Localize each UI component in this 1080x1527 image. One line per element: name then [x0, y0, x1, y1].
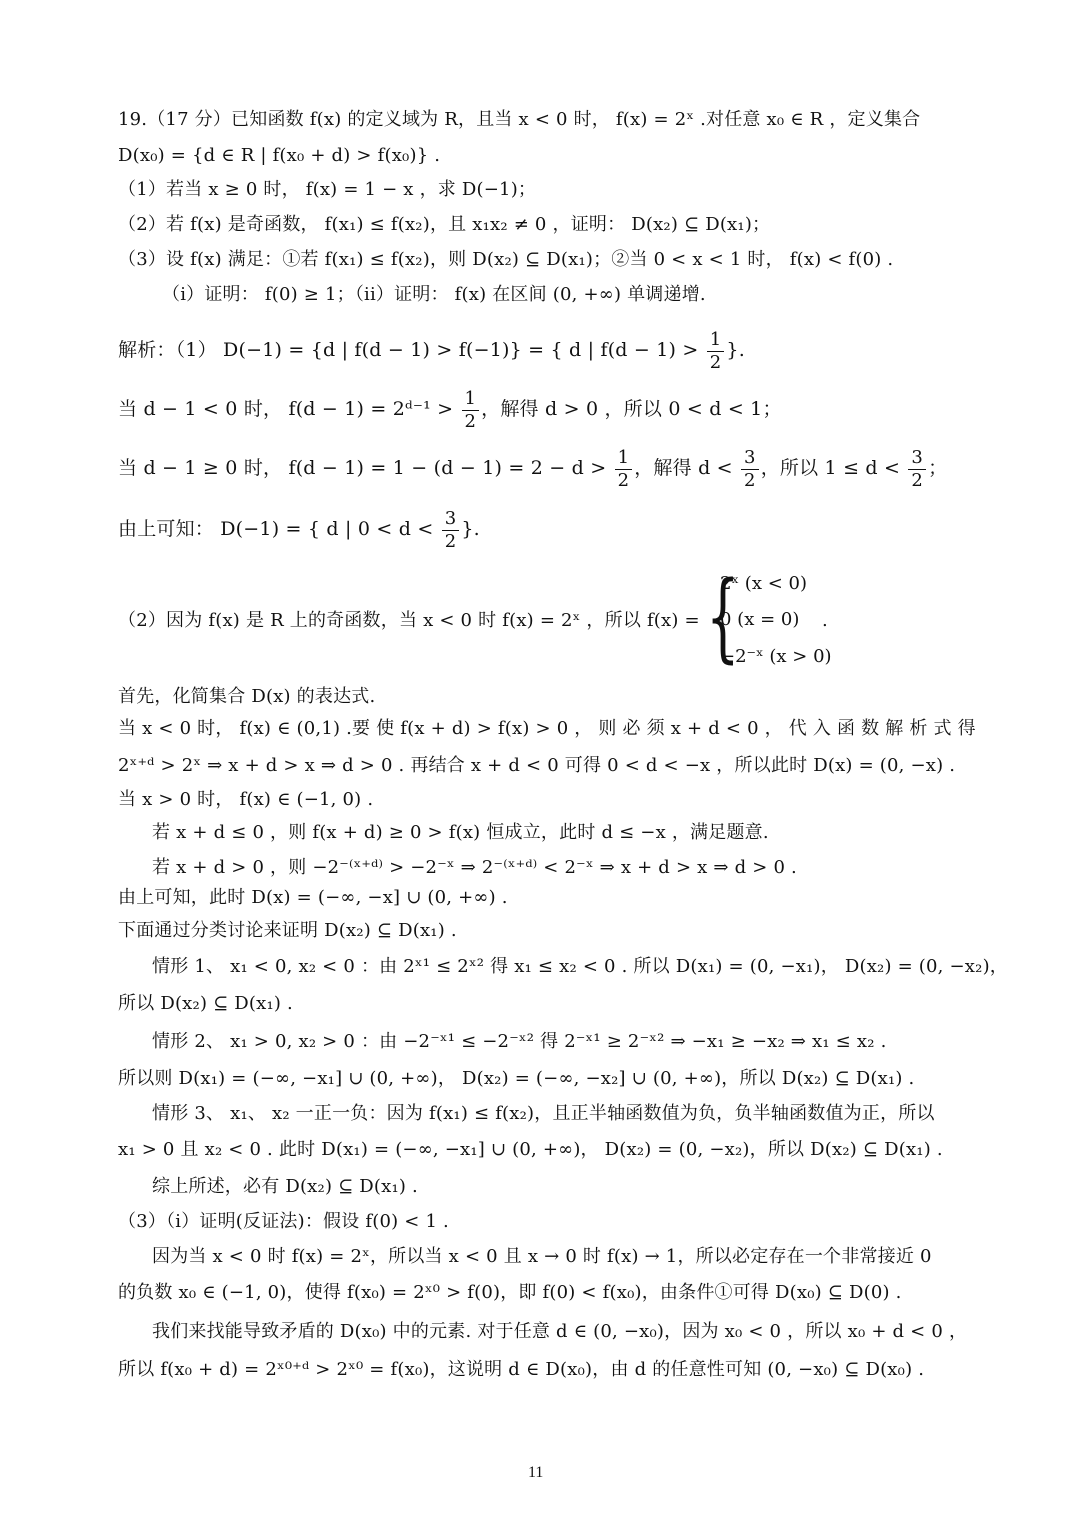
problem-line-2: D(x₀) = {d ∈ R | f(x₀ + d) > f(x₀)} .	[118, 145, 441, 166]
solution-line: 所以 D(x₂) ⊆ D(x₁) .	[118, 993, 293, 1014]
problem-line-1: 19.（17 分）已知函数 f(x) 的定义域为 R，且当 x < 0 时， f(x) = 2ˣ .对任意 x₀ ∈ R ，定义集合	[118, 109, 921, 130]
solution-line: 情形 1、 x₁ < 0, x₂ < 0 ：由 2ˣ¹ ≤ 2ˣ² 得 x₁ ≤ x₂ < 0 . 所以 D(x₁) = (0, −x₁)， D(x₂) = (0, −x₂)，	[152, 956, 1008, 977]
solution-step-1-text: 解析：（1） D(−1) = {d | f(d − 1) > f(−1)} = { d | f(d − 1) >	[118, 339, 705, 361]
solution-line: 综上所述，必有 D(x₂) ⊆ D(x₁) .	[152, 1176, 418, 1197]
solution-line: 情形 2、 x₁ > 0, x₂ > 0 ：由 −2⁻ˣ¹ ≤ −2⁻ˣ² 得 2⁻ˣ¹ ≥ 2⁻ˣ² ⇒ −x₁ ≥ −x₂ ⇒ x₁ ≤ x₂ .	[152, 1031, 887, 1052]
question-1: （1）若当 x ≥ 0 时， f(x) = 1 − x ，求 D(−1)；	[118, 179, 537, 200]
piecewise-end: .	[822, 610, 828, 631]
solution-line: 当 x > 0 时， f(x) ∈ (−1, 0) .	[118, 789, 374, 810]
solution-line: 当 x < 0 时， f(x) ∈ (0,1) .要 使 f(x + d) > f(x) > 0 ， 则 必 须 x + d < 0 ， 代 入 函 数 解 析 式 得	[118, 718, 976, 739]
solution-line: 情形 3、 x₁、 x₂ 一正一负：因为 f(x₁) ≤ f(x₂)，且正半轴函数值为负，负半轴函数值为正，所以	[152, 1103, 935, 1124]
solution-line: 2ˣ⁺ᵈ > 2ˣ ⇒ x + d > x ⇒ d > 0 . 再结合 x + d < 0 可得 0 < d < −x ，所以此时 D(x) = (0, −x) .	[118, 755, 956, 776]
solution-line: x₁ > 0 且 x₂ < 0 . 此时 D(x₁) = (−∞, −x₁] ∪ (0, +∞)， D(x₂) = (0, −x₂)，所以 D(x₂) ⊆ D(x₁) .	[118, 1139, 943, 1160]
solution-step-1: 解析：（1） D(−1) = {d | f(d − 1) > f(−1)} = { d | f(d − 1) > $\frac{1}{2}$ }.	[118, 328, 745, 373]
fraction: $\frac{1}{2}$	[462, 388, 480, 433]
question-3-subparts: （i）证明： f(0) ≥ 1；（ii）证明： f(x) 在区间 (0, +∞) 单调递增.	[162, 284, 706, 305]
solution-line: 由上可知，此时 D(x) = (−∞, −x] ∪ (0, +∞) .	[118, 887, 508, 908]
solution-line: （3）（i）证明(反证法)：假设 f(0) < 1 .	[118, 1211, 449, 1232]
piecewise-case-1: 2ˣ (x < 0)	[720, 573, 807, 594]
page-number: 11	[528, 1464, 544, 1481]
solution-step-2: 当 d − 1 < 0 时， f(d − 1) = 2ᵈ⁻¹ > $\frac{1}{2}$ ，解得 d > 0 ，所以 0 < d < 1；	[118, 387, 782, 432]
piecewise-case-2: 0 (x = 0)	[720, 609, 800, 630]
solution-line: 若 x + d > 0 ，则 −2⁻⁽ˣ⁺ᵈ⁾ > −2⁻ˣ ⇒ 2⁻⁽ˣ⁺ᵈ⁾ < 2⁻ˣ ⇒ x + d > x ⇒ d > 0 .	[152, 857, 797, 878]
question-2: （2）若 f(x) 是奇函数， f(x₁) ≤ f(x₂)，且 x₁x₂ ≠ 0 ，证明： D(x₂) ⊆ D(x₁)；	[118, 214, 771, 235]
solution-line: 首先，化简集合 D(x) 的表达式.	[118, 686, 376, 707]
part-2-intro: （2）因为 f(x) 是 R 上的奇函数，当 x < 0 时 f(x) = 2ˣ ，所以 f(x) =	[118, 610, 700, 631]
solution-line: 所以 f(x₀ + d) = 2ˣ⁰⁺ᵈ > 2ˣ⁰ = f(x₀)，这说明 d ∈ D(x₀)，由 d 的任意性可知 (0, −x₀) ⊆ D(x₀) .	[118, 1359, 925, 1380]
solution-step-4: 由上可知： D(−1) = { d | 0 < d < $\frac{3}{2}$ }.	[118, 507, 480, 552]
piecewise-case-3: −2⁻ˣ (x > 0)	[720, 646, 832, 667]
fraction: $\frac{3}{2}$	[442, 508, 460, 553]
solution-line: 若 x + d ≤ 0 ，则 f(x + d) ≥ 0 > f(x) 恒成立，此时 d ≤ −x ，满足题意.	[152, 822, 769, 843]
solution-line: 的负数 x₀ ∈ (−1, 0)，使得 f(x₀) = 2ˣ⁰ > f(0)，即 f(0) < f(x₀)，由条件①可得 D(x₀) ⊆ D(0) .	[118, 1282, 902, 1303]
left-brace: {	[706, 561, 740, 673]
solution-line: 下面通过分类讨论来证明 D(x₂) ⊆ D(x₁) .	[118, 920, 457, 941]
solution-step-3: 当 d − 1 ≥ 0 时， f(d − 1) = 1 − (d − 1) = 2 − d > $\frac{1}{2}$ ，解得 d < $\frac{3}{2}$ ，所以 1 ≤ d < $\frac{3}{2}$ ；	[118, 446, 948, 491]
solution-line: 我们来找能导致矛盾的 D(x₀) 中的元素. 对于任意 d ∈ (0, −x₀)，因为 x₀ < 0 ，所以 x₀ + d < 0 ，	[152, 1321, 968, 1342]
question-3: （3）设 f(x) 满足：①若 f(x₁) ≤ f(x₂)，则 D(x₂) ⊆ D(x₁)；②当 0 < x < 1 时， f(x) < f(0) .	[118, 249, 894, 270]
fraction: $\frac{1}{2}$	[707, 329, 725, 374]
fraction: $\frac{3}{2}$	[741, 447, 759, 492]
fraction: $\frac{1}{2}$	[615, 447, 633, 492]
fraction: $\frac{3}{2}$	[908, 447, 926, 492]
solution-line: 所以则 D(x₁) = (−∞, −x₁] ∪ (0, +∞)， D(x₂) = (−∞, −x₂] ∪ (0, +∞)，所以 D(x₂) ⊆ D(x₁) .	[118, 1068, 915, 1089]
solution-line: 因为当 x < 0 时 f(x) = 2ˣ，所以当 x < 0 且 x → 0 时 f(x) → 1，所以必定存在一个非常接近 0	[152, 1246, 932, 1267]
